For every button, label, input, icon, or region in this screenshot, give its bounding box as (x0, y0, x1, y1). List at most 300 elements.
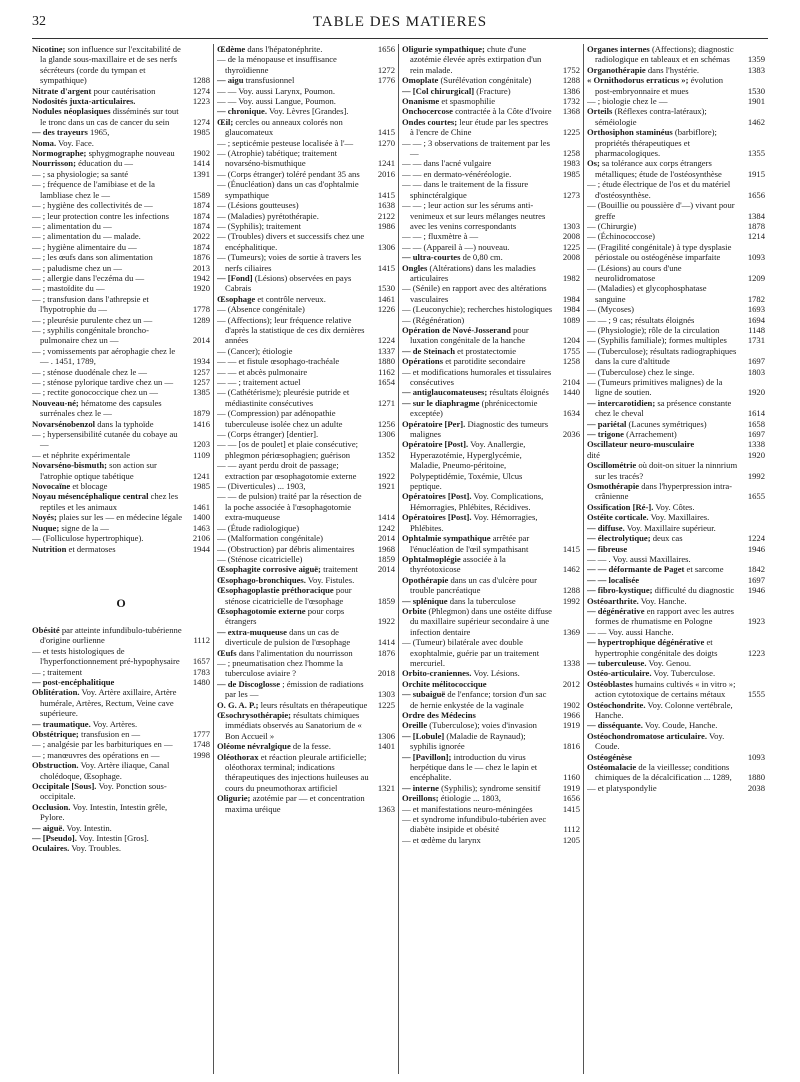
entry-page-number: 1288 (192, 75, 210, 86)
entry-page-number: 1731 (747, 335, 765, 346)
entry-page-number: 1638 (377, 200, 395, 211)
entry-page-number: 1530 (747, 85, 765, 96)
entry-heading: — intercarotidien; (587, 397, 656, 408)
index-entry (32, 687, 210, 718)
index-entry (587, 158, 765, 179)
entry-heading: Oreille (402, 720, 428, 731)
entry-text: — (Lésions) au cours d'une neurolidromatose (587, 262, 682, 283)
entry-page-number: 1697 (747, 574, 765, 585)
index-entry (217, 221, 395, 231)
entry-text: — (Obstruction) par débris alimentaires (217, 543, 355, 554)
entry-text: — — Voy. aussi Hanche. (587, 626, 674, 637)
entry-text: arrêtée par l'énucléation de l'œil sympathisant (410, 533, 530, 554)
entry-page-number: 1782 (747, 293, 765, 304)
index-entry (402, 169, 580, 179)
entry-page-number: 1693 (747, 304, 765, 315)
entry-heading: — chronique. (217, 106, 267, 117)
index-entry (217, 86, 395, 96)
entry-heading: — extra-muqueuse (217, 626, 287, 637)
index-entry (587, 283, 765, 304)
entry-heading: Organothérapie (587, 64, 646, 75)
index-entry (32, 646, 210, 667)
entry-text: chez les reptiles et les animaux (40, 491, 179, 512)
index-entry (402, 96, 580, 106)
index-entry (32, 512, 210, 522)
index-entry (217, 491, 395, 522)
entry-page-number: 2036 (562, 429, 580, 440)
entry-page-number: 1112 (193, 635, 210, 646)
entry-heading: — aigu (217, 75, 244, 86)
entry-page-number: 1258 (562, 356, 580, 367)
index-entry (587, 263, 765, 284)
column-divider (398, 44, 399, 1074)
index-entry (217, 460, 395, 481)
entry-text: — — dans le traitement de la fissure sphinctéralgique (402, 179, 529, 200)
entry-text: éducation du — (78, 158, 133, 169)
index-entry (32, 273, 210, 283)
entry-text: — et modifications humorales et tissulaires consécutives (402, 366, 552, 387)
index-entry (587, 65, 765, 75)
entry-heading: Œsophagoplastie préthoracique (217, 585, 334, 596)
entry-page-number: 2012 (562, 678, 580, 689)
index-entry (587, 460, 765, 481)
entry-heading: Œdème (217, 44, 246, 54)
entry-heading: Ordre des Médecins (402, 710, 476, 720)
entry-page-number: 1880 (377, 356, 395, 367)
entry-heading: Occipitale [Sous]. (32, 781, 97, 791)
page-number: 32 (32, 14, 46, 29)
entry-page-number: 1383 (747, 64, 765, 75)
entry-heading: Opérations (402, 356, 444, 367)
entry-heading: — de Discoglosse (217, 678, 281, 689)
index-entry (402, 533, 580, 554)
index-entry (402, 689, 580, 710)
entry-text: — (Tumeurs primitives malignes) de la ligne de soutien. (587, 377, 723, 398)
entry-heading: Opération de Nové-Josserand (402, 324, 511, 335)
index-entry (32, 283, 210, 293)
index-entry (217, 252, 395, 273)
entry-heading: Ondes courtes; (402, 116, 458, 127)
entry-text: — (Syphilis familiale); formes multiples (587, 335, 727, 346)
entry-text: et parotidite secondaire (445, 356, 526, 367)
entry-text: Voy. Artère axillaire, Artère humérale, Artères, Rectum, Veine cave supérieure. (40, 687, 177, 719)
entry-text: (Lésions) observées en pays Cabrais (225, 272, 352, 294)
index-entry (217, 700, 395, 710)
index-entry (217, 533, 395, 543)
entry-page-number: 1209 (747, 272, 765, 283)
entry-text: — (Malformation congénitale) (217, 533, 323, 544)
entry-heading: — de Steinach (402, 345, 455, 356)
entry-page-number: 1415 (562, 543, 580, 554)
index-column-4 (587, 44, 765, 1074)
entry-text: — (Leuconychie); recherches histologiques (402, 304, 553, 315)
entry-heading: — [Pavillon]; (402, 751, 452, 762)
index-entry (217, 231, 395, 252)
index-column-3 (402, 44, 580, 1074)
entry-text: disséminés sur tout le tronc dans un cas de cancer du sein (40, 106, 179, 127)
index-entry (217, 44, 395, 54)
index-entry (32, 429, 210, 450)
entry-text: (Phlegmon) dans une ostéite diffuse du maxillaire supérieur secondaire à une infection dentaire (410, 605, 552, 637)
entry-text: Voy. Anallergie, Hyperazotémie, Hyperglycémie, Maladie, Pneumo-péritoine, Polypeptidémie, Toxémie, Ulcus peptique. (410, 439, 526, 492)
index-entry (402, 554, 580, 575)
index-entry (402, 158, 580, 168)
entry-page-number: 1859 (377, 553, 395, 564)
index-entry (32, 781, 210, 802)
index-entry (402, 752, 580, 783)
entry-text: — et manifestations neuro-méningées (402, 803, 533, 814)
entry-text: — (Affections); leur fréquence relative d'après la statistique de ces dix dernières années (217, 314, 365, 346)
entry-page-number: 1288 (562, 75, 580, 86)
index-entry (32, 158, 210, 168)
entry-text: Voy. Lèvres [Grandes]. (268, 106, 349, 117)
entry-heading: — diffuse. (587, 522, 625, 533)
entry-heading: Oscillométrie (587, 460, 637, 471)
entry-text: — ; fréquence de l'amibiase et de la lambliase chez le — (32, 179, 155, 200)
entry-heading: — [Col chirurgical] (402, 85, 475, 96)
index-entry (587, 731, 765, 752)
entry-text: Voy. Troubles. (71, 843, 121, 854)
entry-heading: Novocaïne (32, 481, 71, 492)
entry-page-number: 1271 (377, 397, 395, 408)
entry-page-number: 1934 (192, 356, 210, 367)
index-entry (587, 325, 765, 335)
entry-text: — — [os de poulet] et plaie consécutive; phlegmon périœsophagien; guérison (217, 439, 359, 460)
entry-heading: Organes internes (587, 44, 650, 54)
index-entry (32, 460, 210, 481)
entry-page-number: 1289 (192, 314, 210, 325)
entry-heading: — traumatique. (32, 718, 91, 729)
index-entry (217, 429, 395, 439)
entry-text: et spasmophilie (441, 96, 496, 107)
entry-heading: Oscillateur neuro-musculaire (587, 439, 695, 450)
entry-text: — ; pleurésie purulente chez un — (32, 314, 153, 325)
entry-page-number: 1732 (562, 96, 580, 107)
entry-page-number: 1338 (562, 657, 580, 668)
entry-heading: Opératoire [Post]. (402, 439, 469, 450)
entry-heading: Œsophago-bronchiques. (217, 574, 306, 585)
index-entry (402, 283, 580, 304)
entry-heading: — hypertrophique dégénérative (587, 637, 705, 648)
entry-text: transfusionnel (245, 75, 295, 86)
entry-text: — (Étude radiologique) (217, 522, 300, 533)
entry-text: dans la typhoïde (97, 418, 154, 429)
entry-page-number: 1922 (377, 616, 395, 627)
entry-text: et contrôle nerveux. (257, 293, 326, 304)
entry-text: — — . Voy. aussi Maxillaires. (587, 553, 691, 564)
entry-text: dité (587, 449, 600, 460)
entry-text: — (Maladies) pyrétothérapie. (217, 210, 319, 221)
entry-text: — — Voy. aussi Larynx, Poumon. (217, 85, 336, 96)
index-entry (32, 729, 210, 739)
index-entry (402, 325, 580, 346)
entry-heading: — trigone (587, 429, 624, 440)
entry-text: — — ayant perdu droit de passage; extraction par œsophagotomie externe (217, 460, 357, 481)
entry-page-number: 2104 (562, 377, 580, 387)
index-entry (32, 169, 210, 179)
entry-page-number: 1658 (747, 418, 765, 429)
index-entry (32, 544, 210, 554)
entry-page-number: 1288 (562, 585, 580, 596)
entry-page-number: 1920 (747, 387, 765, 398)
entry-text: ; émission de radiations par les — (225, 678, 364, 700)
entry-text: — ; alimentation du — (32, 220, 112, 231)
entry-text: (Maladie de Raynaud); syphilis ignorée (410, 730, 526, 752)
entry-text: — (Tuberculose) chez le singe. (587, 366, 695, 377)
entry-text: — ; hygiène des collectivités de — (32, 200, 153, 211)
entry-text: pour cautérisation (93, 85, 156, 96)
index-entry (587, 679, 765, 700)
index-entry (587, 762, 765, 783)
entry-page-number: 1401 (377, 741, 395, 752)
entry-text: contractée à la Côte d'Ivoire (455, 106, 552, 117)
index-entry (217, 96, 395, 106)
entry-page-number: 1634 (562, 408, 580, 419)
entry-list (217, 44, 395, 814)
index-entry (402, 367, 580, 388)
entry-page-number: 2008 (562, 231, 580, 242)
entry-page-number: 2022 (192, 231, 210, 242)
index-entry (587, 377, 765, 398)
entry-text: — ; sa physiologie; sa santé (32, 168, 129, 179)
index-entry (402, 200, 580, 231)
entry-heading: Orbite (402, 605, 427, 616)
entry-heading: Orthosiphon staminéus (587, 127, 673, 138)
entry-text: par atteinte infundibulo-tubérienne d'origine ourlienne (40, 624, 182, 646)
entry-text: — — en dermato-vénéréologie. (402, 168, 512, 179)
entry-page-number: 1655 (747, 491, 765, 502)
entry-text: de 0,80 cm. (462, 252, 503, 263)
entry-page-number: 1415 (377, 189, 395, 200)
index-entry (402, 668, 580, 678)
entry-page-number: 1998 (192, 749, 210, 760)
entry-text: Voy. Intestin. (66, 822, 112, 833)
index-entry (217, 294, 395, 304)
index-entry (32, 252, 210, 262)
entry-text: — et néphrite expérimentale (32, 449, 131, 460)
entry-page-number: 1985 (192, 127, 210, 138)
entry-text: — ; analgésie par les barbituriques en — (32, 739, 173, 750)
index-entry (32, 667, 210, 677)
entry-page-number: 2008 (562, 252, 580, 263)
index-entry (402, 720, 580, 730)
entry-page-number: 1415 (377, 127, 395, 138)
entry-text: et sarcome (686, 564, 724, 575)
index-entry (217, 752, 395, 794)
entry-page-number: 1752 (562, 64, 580, 75)
entry-text: (Affections); diagnostic radiologique en tableaux et en schémas (595, 44, 734, 65)
index-entry (217, 356, 395, 366)
entry-text: — (Atrophie) tabétique; traitement novarséno-bismuthique (217, 148, 338, 169)
index-entry (587, 127, 765, 158)
entry-heading: « Ornithodorus erraticus »; (587, 75, 689, 86)
entry-heading: — tuberculeuse. (587, 657, 647, 668)
index-entry (587, 544, 765, 554)
entry-text: Voy. Maxillaire supérieur. (626, 522, 716, 533)
entry-page-number: 1112 (563, 824, 580, 835)
index-entry (32, 325, 210, 346)
entry-heading: Ostéo-articulaire. (587, 668, 652, 679)
index-entry (32, 294, 210, 315)
entry-text: — (Sénile) en rapport avec des altérations vasculaires (402, 283, 547, 304)
entry-text: Voy. Maxillaires. (650, 512, 710, 523)
index-entry (32, 450, 210, 460)
index-entry (402, 439, 580, 491)
entry-text: humains cultivés « in vitro »; action cytotoxique de certains métaux (595, 678, 736, 700)
entry-page-number: 1162 (378, 366, 395, 377)
entry-text: — ; pneumatisation chez l'homme la tuberculose aviaire ? (217, 657, 343, 679)
entry-text: pour corps étrangers (225, 605, 345, 627)
entry-text: dans un cas d'ulcère pour trouble pancréatique (410, 574, 537, 596)
index-entry (32, 719, 210, 729)
entry-heading: Ostéomalacie (587, 762, 637, 773)
index-entry (402, 252, 580, 262)
entry-page-number: 1992 (747, 470, 765, 481)
entry-text: — ; septicémie pesteuse localisée à l'— (217, 137, 354, 148)
entry-heading: Ophtalmie sympathique (402, 533, 491, 544)
index-entry (587, 398, 765, 419)
entry-text: (Lacunes symétriques) (628, 418, 707, 429)
index-entry (217, 544, 395, 554)
entry-page-number: 1359 (747, 54, 765, 65)
entry-text: (Arrachement) (626, 429, 677, 440)
entry-heading: Ophtalmoplégie (402, 553, 461, 564)
entry-heading: Novarsénobenzol (32, 418, 96, 429)
entry-page-number: 1223 (192, 96, 210, 107)
entry-text: — (Troubles) divers et successifs chez une encéphalitique. (217, 231, 365, 252)
entry-page-number: 1984 (562, 293, 580, 304)
entry-page-number: 1226 (377, 304, 395, 315)
entry-page-number: 1461 (377, 293, 395, 304)
index-entry (402, 575, 580, 596)
entry-page-number: 1922 (377, 470, 395, 481)
entry-page-number: 1803 (747, 366, 765, 377)
entry-heading: Nicotine; (32, 44, 66, 54)
entry-text: — (Tuberculose); résultats radiographiques dans la cure d'altitude (587, 345, 737, 367)
entry-page-number: 1530 (377, 283, 395, 294)
entry-text: cercles ou anneaux colorés non glaucomateux (225, 116, 343, 138)
entry-page-number: 1656 (747, 189, 765, 200)
index-entry (32, 843, 210, 853)
index-entry (32, 625, 210, 646)
entry-text: résultats chimiques immédiats observés au Sanatorium de « Bon Accueil » (225, 710, 362, 741)
entry-text: dans l'alimentation du nourrisson (238, 647, 353, 658)
entry-text: associée à la thyréotoxicose (410, 553, 506, 575)
entry-page-number: 1274 (192, 85, 210, 96)
entry-page-number: 1414 (377, 512, 395, 523)
entry-text: Voy. Artère iliaque, Canal cholédoque, Œsophage. (40, 760, 170, 781)
entry-text: (Altérations) dans les maladies articulaires (410, 262, 536, 283)
entry-text: Voy. Colonne vertébrale, Hanche. (595, 699, 733, 720)
entry-heading: Orbito-craniennes. (402, 668, 472, 679)
entry-text: et blocage (72, 481, 108, 492)
entry-page-number: 1992 (562, 595, 580, 606)
index-entry (32, 739, 210, 749)
entry-page-number: 1223 (747, 647, 765, 658)
entry-text: hématome des capsules surrénales chez le — (40, 397, 162, 419)
entry-text: — et œdème du larynx (402, 834, 481, 845)
index-columns (32, 44, 768, 1074)
entry-page-number: 1416 (192, 418, 210, 429)
entry-heading: Osmothérapie (587, 481, 640, 492)
entry-text: 1965, (90, 127, 110, 138)
entry-page-number: 1272 (377, 64, 395, 75)
index-column-1 (32, 44, 210, 1074)
index-entry (217, 273, 395, 294)
entry-heading: — [Lobule] (402, 730, 445, 741)
entry-heading: Nodosités juxta-articulaires. (32, 96, 136, 107)
entry-heading: Œufs (217, 647, 237, 658)
entry-heading: — interne (402, 782, 439, 793)
index-entry (587, 720, 765, 730)
entry-page-number: 1748 (192, 739, 210, 750)
index-entry (587, 44, 765, 65)
entry-heading: — des trayeurs (32, 127, 88, 138)
index-entry (217, 585, 395, 606)
entry-list (587, 44, 765, 793)
index-entry (217, 200, 395, 210)
entry-heading: Œsophagotomie externe (217, 605, 306, 616)
entry-text: — (Chirurgie) (587, 220, 637, 231)
entry-text: — (Corps étranger) [dentier]. (217, 429, 319, 440)
entry-text: Voy. Ponction sous-occipitale. (40, 781, 167, 802)
entry-list-n (32, 44, 210, 554)
entry-text: — ; traitement (32, 666, 83, 677)
entry-page-number: 1303 (562, 220, 580, 231)
index-entry (32, 677, 210, 687)
index-entry (587, 200, 765, 221)
entry-page-number: 1415 (377, 262, 395, 273)
entry-text: — (Physiologie); rôle de la circulation (587, 324, 720, 335)
entry-text: — ; sténose pylorique tardive chez un — (32, 377, 174, 387)
index-entry (402, 637, 580, 668)
entry-text: étiologie ... 1803, (440, 793, 501, 804)
index-entry (587, 179, 765, 200)
index-entry (217, 710, 395, 741)
entry-text: dans un cas de diverticule de pulsion de l'œsophage (225, 626, 351, 648)
entry-heading: Omoplate (402, 75, 439, 86)
index-entry (217, 106, 395, 116)
index-entry (217, 346, 395, 356)
entry-heading: Oreillons; (402, 793, 439, 804)
index-entry (217, 648, 395, 658)
entry-heading: Œsochrysothérapie; (217, 710, 291, 720)
entry-text: — de la ménopause et insuffisance thyroïdienne (217, 54, 337, 75)
entry-text: — (Maladies) et glycophosphatase sanguine (587, 283, 707, 304)
entry-text: — (Énucléation) dans un cas d'ophtalmie sympathique (217, 179, 359, 200)
entry-text: Voy. Lésions. (473, 668, 520, 679)
entry-page-number: 1225 (377, 699, 395, 710)
entry-text: Voy. Hanche. (640, 595, 687, 606)
entry-page-number: 1204 (562, 335, 580, 346)
entry-page-number: 1555 (747, 689, 765, 700)
entry-text: — — (Appareil à —) nouveau. (402, 241, 510, 252)
entry-heading: — pariétal (587, 418, 627, 429)
index-entry (402, 710, 580, 720)
entry-heading: Ossification [Ré-]. (587, 501, 654, 512)
entry-page-number: 1205 (562, 834, 580, 845)
entry-page-number: 1214 (747, 231, 765, 242)
index-entry (32, 221, 210, 231)
entry-page-number: 1874 (192, 200, 210, 211)
entry-page-number: 1901 (747, 96, 765, 107)
entry-text: Voy. Complications, Hémorragies, Phlébites, Récidives. (410, 491, 544, 512)
entry-page-number: 1241 (192, 470, 210, 481)
index-entry (402, 231, 580, 241)
entry-text: pour sténose cicatricielle de l'œsophage (225, 585, 352, 606)
entry-page-number: 2106 (192, 533, 210, 544)
entry-page-number: 1414 (192, 158, 210, 169)
